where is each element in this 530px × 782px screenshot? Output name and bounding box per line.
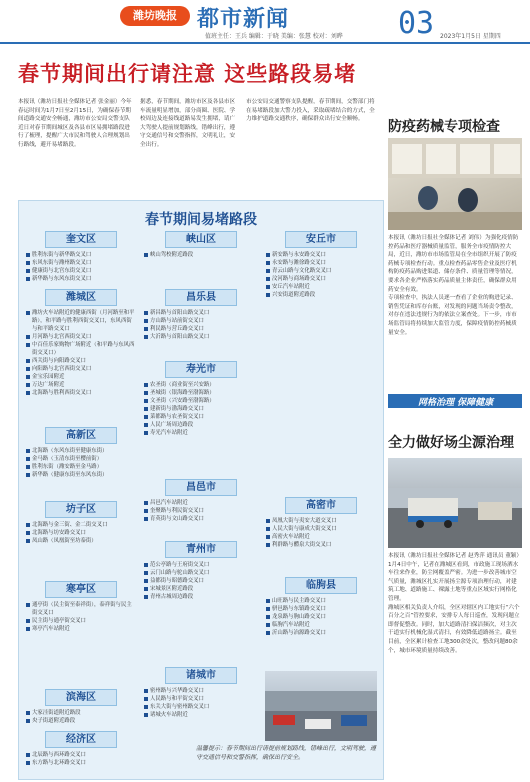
route-item: 圣城街（银海路至渤海路） xyxy=(143,389,259,397)
route-item: 大家洼街道附近路段 xyxy=(25,709,137,717)
route-item: 密州路与兴华路交叉口 xyxy=(143,687,259,695)
street-illustration xyxy=(388,458,522,548)
route-item: 高密火车站附近 xyxy=(265,533,377,541)
district-title: 滨海区 xyxy=(45,689,117,706)
route-item: 人民大街与康成大街交叉口 xyxy=(265,525,377,533)
route-item: 新昌路与首阳山路交叉口 xyxy=(143,309,259,317)
route-item: 宋城景区附近路段 xyxy=(143,585,259,593)
district-xiashan xyxy=(143,231,259,259)
route-item: 新华路与东风东街交叉口 xyxy=(25,275,137,283)
route-item: 中百佳乐家购物广场附近（和平路与东风西街交叉口） xyxy=(25,341,137,357)
traffic-illustration xyxy=(265,671,377,741)
district-title: 寿光市 xyxy=(165,361,237,378)
route-item: 人民广场周边路段 xyxy=(143,421,259,429)
route-item: 寿光汽车站附近 xyxy=(143,429,259,437)
issue-date: 2023年1月5日 星期四 xyxy=(440,33,501,40)
route-item: 金宝乐园附近 xyxy=(25,373,137,381)
route-item: 安丘汽车站附近 xyxy=(265,283,377,291)
route-item: 胜利东街与新华路交叉口 xyxy=(25,251,137,259)
route-item: 峡山驾校附近路段 xyxy=(143,251,259,259)
district-zhucheng xyxy=(143,667,259,719)
route-item: 沂山路与冶源路交叉口 xyxy=(265,629,377,637)
route-item: 月河路与北宫西街交叉口 xyxy=(25,333,137,341)
district-qingzhou xyxy=(143,541,259,601)
route-item: 龙泉路与朐山路交叉口 xyxy=(265,613,377,621)
route-item: 兴安街道附近路段 xyxy=(265,291,377,299)
route-item: 北海路（东风东街至健康东街） xyxy=(25,447,137,455)
banner-text: 网格治理 保障健康 xyxy=(418,398,494,408)
route-item: 汶河路与商场路交叉口 xyxy=(265,275,377,283)
route-item: 昌邑汽车站附近 xyxy=(143,499,259,507)
header-rule xyxy=(0,42,530,44)
route-item: 农圣街（商业街至兴安路） xyxy=(143,381,259,389)
district-title: 安丘市 xyxy=(285,231,357,248)
district-anqiu xyxy=(265,231,377,299)
district-title: 潍城区 xyxy=(45,289,117,306)
street-cleaning-photo xyxy=(388,458,522,548)
district-title: 奎文区 xyxy=(45,231,117,248)
tips-note: 温馨提示：春节期间出行请提前规划路线，错峰出行，文明驾驶，遵守交通信号和交警指挥，确保出行安全。 xyxy=(196,745,377,761)
route-item: 东关大街与密州路交叉口 xyxy=(143,703,259,711)
district-title: 青州市 xyxy=(165,541,237,558)
route-item: 央子街道附近路段 xyxy=(25,717,137,725)
district-kuiwen xyxy=(25,231,137,283)
route-item: 新华路（健康东街至东风东街） xyxy=(25,471,137,479)
district-title: 昌邑市 xyxy=(165,479,237,496)
story1-title: 防疫药械专项检查 xyxy=(388,119,500,135)
district-title: 高密市 xyxy=(285,497,357,514)
route-item: 万达广场附近 xyxy=(25,381,137,389)
masthead xyxy=(0,0,530,44)
route-item: 凤山路（凤凰街至坊泰街） xyxy=(25,537,137,545)
route-item: 北海路与坊安路交叉口 xyxy=(25,529,137,537)
story2-title: 全力做好场尘源治理 xyxy=(388,435,514,451)
route-item: 诸城火车站附近 xyxy=(143,711,259,719)
route-item: 育英街与文山路交叉口 xyxy=(143,515,259,523)
route-item: 北海路与金三街、金二街交叉口 xyxy=(25,521,137,529)
district-title: 昌乐县 xyxy=(165,289,237,306)
district-changyi xyxy=(143,479,259,523)
route-item: 东方路与北环路交叉口 xyxy=(25,759,137,767)
route-item: 永安路与潍徐路交叉口 xyxy=(265,259,377,267)
route-item: 菜都路与农圣街交叉口 xyxy=(143,413,259,421)
page-number: 03 xyxy=(398,6,435,41)
route-item: 青州古城周边路段 xyxy=(143,593,259,601)
routes-title: 春节期间易堵路段 xyxy=(145,212,257,228)
story1-body: 本报讯（潍坊日报社全媒体记者 刘伟）为强化疫情防控药品和医疗器械质量监管，服务全市疫情防控大局，近日，潍坊市市场监管局在全市组织开展了防疫药械专项检查行动。重点检查药品零售企业及医疗机构防疫药品购进渠道、储存条件、质量管理等情况，要求各企业严格落实药品质量主体责任，确保群众用药安全有效。 专项检查中，执法人员逐一查看了企业的购进记录、销售凭证和库存台账，对发现的问题当场责令整改，对存在违法违规行为的依法立案查处。下一步，市市场监管局将持续加大监管力度，保障疫情防控药械质量安全。 xyxy=(388,235,519,336)
pharmacy-photo xyxy=(388,138,522,230)
route-item: 青云山路与文化路交叉口 xyxy=(265,267,377,275)
route-item: 胜利东街（潍安路至金马路） xyxy=(25,463,137,471)
route-item: 北辰路与西环路交叉口 xyxy=(25,751,137,759)
district-title: 坊子区 xyxy=(45,501,117,518)
district-jingji xyxy=(25,731,137,767)
district-gaomi xyxy=(265,497,377,549)
route-item: 潍坊火车站附近的健康西街（月河路至和平路），和平路与胜利西街交叉口，东风西街与和平路交叉口 xyxy=(25,309,137,333)
route-item: 新安路与永安路交叉口 xyxy=(265,251,377,259)
main-headline: 春节期间出行请注意 这些路段易堵 xyxy=(18,62,357,86)
route-item: 奎聚路与利民街交叉口 xyxy=(143,507,259,515)
district-linqu xyxy=(265,577,377,637)
district-title: 诸城市 xyxy=(165,667,237,684)
route-item: 东风东街与潍州路交叉口 xyxy=(25,259,137,267)
district-changle xyxy=(143,289,259,341)
district-hanting xyxy=(25,581,137,633)
route-item: 民主街与通亭街交叉口 xyxy=(25,617,137,625)
route-item: 骈邑路与东镇路交叉口 xyxy=(265,605,377,613)
route-item: 凤凰大街与夷安大道交叉口 xyxy=(265,517,377,525)
traffic-photo xyxy=(265,671,377,741)
route-item: 方山路与站前街交叉口 xyxy=(143,317,259,325)
district-shouguang xyxy=(143,361,259,437)
route-item: 通亭街（民主街至泰祥街），泰祥街与民主街交叉口 xyxy=(25,601,137,617)
lead-text-col3: 市公安局交通警察支队提醒，春节期间，交警部门将在易堵路段加大警力投入，采取疏堵结合的方式，全力维护道路交通秩序，确保群众出行安全顺畅。 xyxy=(246,99,375,123)
route-item: 云门山路与驼山路交叉口 xyxy=(143,569,259,577)
route-item: 寒亭汽车站附近 xyxy=(25,625,137,633)
newspaper-logo: 潍坊晚报 xyxy=(120,6,190,26)
district-title: 经济区 xyxy=(45,731,117,748)
route-item: 范公亭路与王府街交叉口 xyxy=(143,561,259,569)
district-title: 寒亭区 xyxy=(45,581,117,598)
district-gaoxin xyxy=(25,427,137,479)
route-item: 金马路（玉清东街至樱前街） xyxy=(25,455,137,463)
route-item: 健康街与北宫东街交叉口 xyxy=(25,267,137,275)
lead-text-col1: 本报讯（潍坊日报社全媒体记者 张金丽）今年春运时间为1月7日至2月15日，为确保春节期间道路交通安全畅通，潍坊市公安局交警支队近日对春节期间城区及各县市区易拥堵路段进行了梳理，提醒广大市民和驾驶人合理规划出行路线，避开易堵路段。 xyxy=(18,99,132,148)
district-title: 临朐县 xyxy=(285,577,357,594)
route-item: 建新街与渤海路交叉口 xyxy=(143,405,259,413)
district-fangzi xyxy=(25,501,137,545)
route-item: 北海路与胜利西街交叉口 xyxy=(25,389,137,397)
congestion-routes-box xyxy=(18,200,384,780)
route-item: 利民路与营丘路交叉口 xyxy=(143,325,259,333)
district-title: 峡山区 xyxy=(165,231,237,248)
route-item: 向阳路与北宫西街交叉口 xyxy=(25,365,137,373)
story2-body: 本报讯（潍坊日报社全媒体记者 赵秀萍 通讯员 董颖）1月4日中午，记者在潍城区看到，市政施工现场洒水车往来作业，防尘网覆盖严密。为进一步改善城市空气质量，潍城区扎实开展扬尘源专项治理行动，对建筑工地、道路施工、裸露土地等重点区域实行网格化管理。 潍城区相关负责人介绍，全区对辖区内工地实行“六个百分之百”管控要求，安排专人每日巡查，发现问题立即督促整改。同时，加大道路清扫保洁频次，对主次干道实行机械化湿式清扫，有效降低道路扬尘。截至目前，全区累计检查工地300余处次，整改问题80余个，城市环境质量持续改善。 xyxy=(388,553,522,654)
route-item: 人民路与和平街交叉口 xyxy=(143,695,259,703)
route-item: 山旺路与民主路交叉口 xyxy=(265,597,377,605)
editor-credits: 值班主任：王兵 编辑：于晓 美编：张慧 校对：刘晔 xyxy=(205,33,343,40)
route-item: 利群路与醴泉大街交叉口 xyxy=(265,541,377,549)
route-item: 西关街与向阳路交叉口 xyxy=(25,357,137,365)
route-item: 文圣街（兴安路至渤海路） xyxy=(143,397,259,405)
district-weicheng xyxy=(25,289,137,397)
district-binhai xyxy=(25,689,137,725)
route-item: 临朐汽车站附近 xyxy=(265,621,377,629)
district-title: 高新区 xyxy=(45,427,117,444)
route-item: 大沂路与首阳山路交叉口 xyxy=(143,333,259,341)
route-item: 益都街与昭德路交叉口 xyxy=(143,577,259,585)
pharmacy-illustration xyxy=(388,138,522,230)
lead-text-col2: 据悉，春节期间，潍坊市区及各县市区车流量明显增加，部分商圈、医院、学校周边及连接线道路易发生拥堵，请广大驾驶人提前规划路线，错峰出行，遵守交通信号和交警指挥，文明礼让，安全出行。 xyxy=(140,99,236,148)
section-banner xyxy=(388,394,522,408)
section-title: 都市新闻 xyxy=(197,7,290,32)
